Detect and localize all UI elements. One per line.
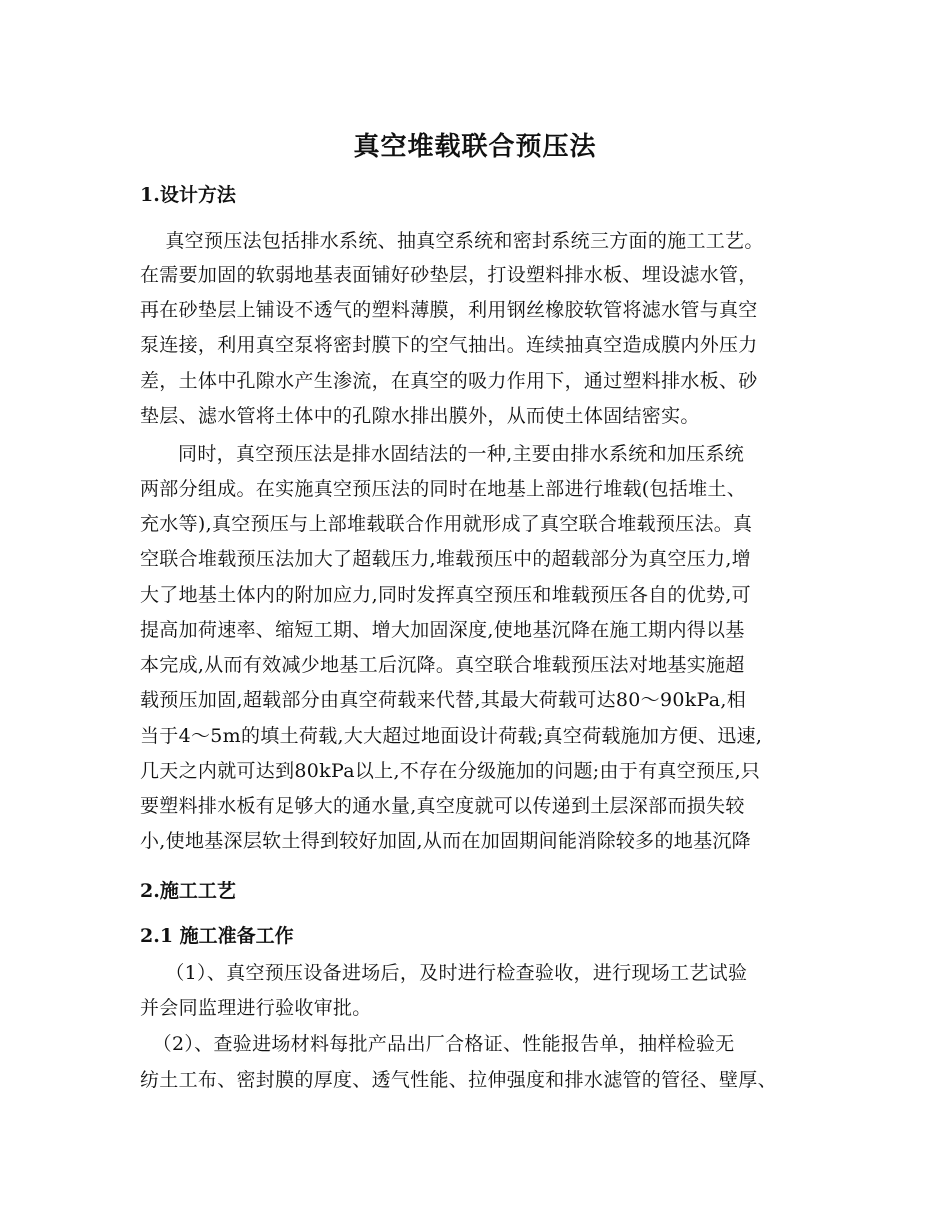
text-line: 纺土工布、密封膜的厚度、透气性能、拉伸强度和排水滤管的管径、壁厚、 [140,1069,777,1091]
text-line: 在需要加固的软弱地基表面铺好砂垫层，打设塑料排水板、埋设滤水管， [140,264,758,286]
text-line: 空联合堆载预压法加大了超载压力,堆载预压中的超载部分为真空压力,增 [140,548,751,570]
text-line: 垫层、滤水管将土体中的孔隙水排出膜外，从而使土体固结密实。 [140,405,700,427]
text-line: 要塑料排水板有足够大的通水量,真空度就可以传递到土层深部而损失较 [140,795,745,817]
section-heading-2: 2.施工工艺 [140,880,236,902]
text-line: （2）、查验进场材料每批产品出厂合格证、性能报告单，抽样检验无 [140,1033,735,1055]
section-heading-2-1: 2.1 施工准备工作 [140,925,294,947]
text-line: 两部分组成。在实施真空预压法的同时在地基上部进行堆载(包括堆土、 [140,478,747,500]
text-line: 同时，真空预压法是排水固结法的一种,主要由排水系统和加压系统 [140,443,745,465]
text-line: 本完成,从而有效减少地基工后沉降。真空联合堆载预压法对地基实施超 [140,654,745,676]
section-heading-1: 1.设计方法 [140,184,236,206]
text-line: 小,使地基深层软土得到较好加固,从而在加固期间能消除较多的地基沉降 [140,830,751,852]
text-line: 大了地基土体内的附加应力,同时发挥真空预压和堆载预压各自的优势,可 [140,584,751,606]
text-line: 几天之内就可达到80kPa以上,不存在分级施加的问题;由于有真空预压,只 [140,760,761,782]
text-line: （1）、真空预压设备进场后，及时进行检查验收，进行现场工艺试验 [140,962,748,984]
text-line: 载预压加固,超载部分由真空荷载来代替,其最大荷载可达80～90kPa,相 [140,689,747,711]
text-line: 泵连接，利用真空泵将密封膜下的空气抽出。连续抽真空造成膜内外压力 [140,334,758,356]
text-line: 差，土体中孔隙水产生渗流，在真空的吸力作用下，通过塑料排水板、砂 [140,370,758,392]
text-line: 充水等),真空预压与上部堆载联合作用就形成了真空联合堆载预压法。真 [140,513,753,535]
text-line: 真空预压法包括排水系统、抽真空系统和密封系统三方面的施工工艺。 [140,230,764,252]
page-title: 真空堆载联合预压法 [353,132,597,162]
text-line: 当于4～5m的填土荷载,大大超过地面设计荷载;真空荷载施加方便、迅速, [140,725,763,747]
text-line: 提高加荷速率、缩短工期、增大加固深度,使地基沉降在施工期内得以基 [140,619,745,641]
text-line: 并会同监理进行验收审批。 [140,997,372,1019]
text-line: 再在砂垫层上铺设不透气的塑料薄膜，利用钢丝橡胶软管将滤水管与真空 [140,299,758,321]
